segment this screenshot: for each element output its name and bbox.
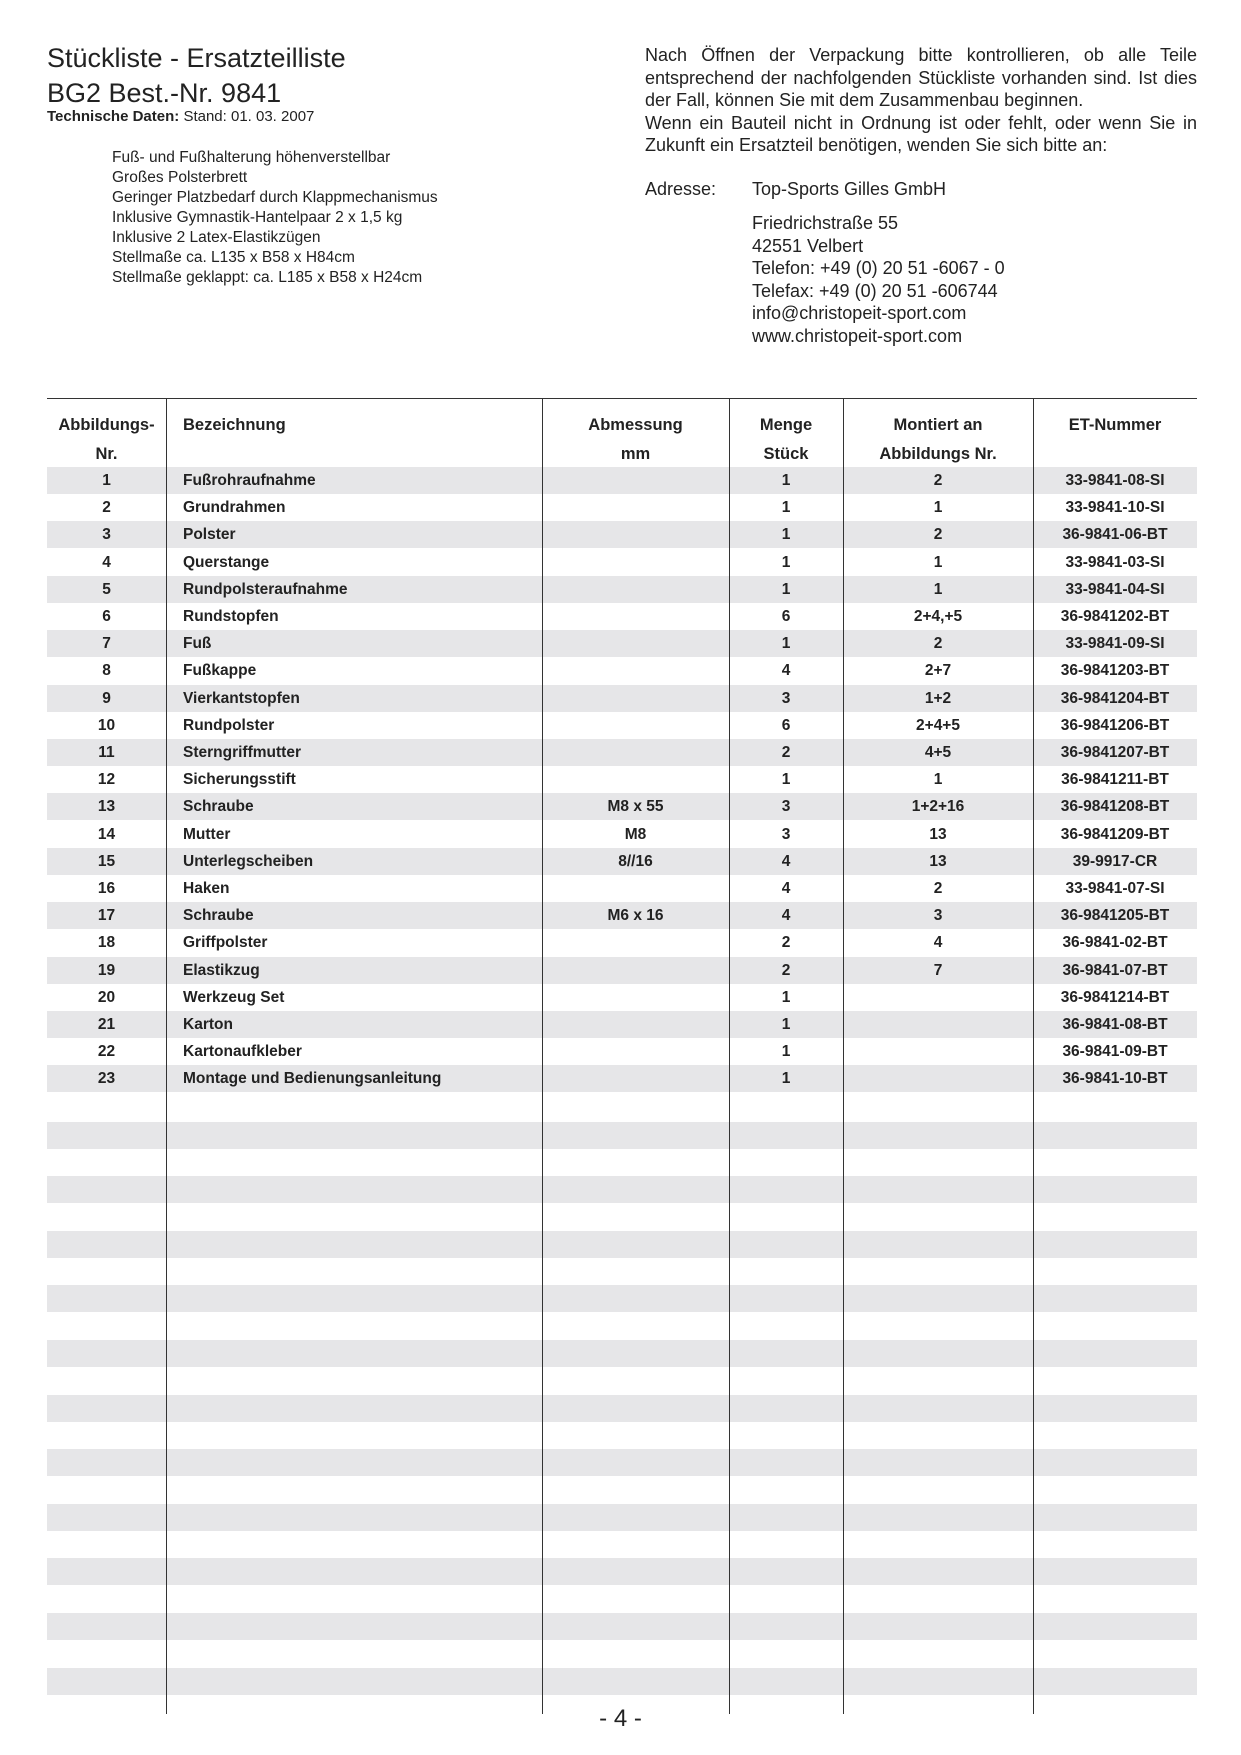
cell-et: 36-9841-02-BT [1062,934,1168,952]
cell-mon: 2+4,+5 [913,608,963,625]
cell-bez: Fußrohraufnahme [183,472,316,489]
cell-bez: Fußkappe [183,662,257,680]
cell-men: 1 [781,526,791,544]
cell-men: 1 [781,1043,791,1061]
cell-abm [542,739,729,766]
tech-data-stand: Stand: 01. 03. 2007 [183,108,315,125]
cell-et: 33-9841-08-SI [1065,472,1165,489]
cell-men: 3 [781,825,791,843]
header-montiert-an [843,411,1033,469]
cell-men: 4 [781,907,791,925]
table-row [47,793,1197,820]
cell-et: 36-9841-08-BT [1062,1016,1168,1033]
header-label: Bezeichnung [183,416,286,434]
cell-abm [542,630,729,657]
address-email[interactable]: info@christopeit-sport.com [752,303,967,323]
feature-item: Inklusive 2 Latex-Elastikzügen [112,229,321,246]
cell-nr: 7 [102,635,111,653]
table-row [47,766,1197,793]
cell-nr: 22 [97,1043,116,1061]
cell-abm [542,984,729,1011]
cell-nr: 17 [97,907,116,925]
cell-nr: 1 [102,472,111,489]
cell-men: 4 [781,662,791,680]
cell-bez: Polster [183,526,236,544]
table-row [47,1011,1197,1038]
cell-mon: 1 [933,499,943,517]
feature-item: Inklusive Gymnastik-Hantelpaar 2 x 1,5 kg [112,209,403,226]
cell-abm [542,875,729,902]
cell-et: 36-9841211-BT [1061,771,1169,789]
cell-bez: Grundrahmen [183,499,286,517]
feature-item: Fuß- und Fußhalterung höhenverstellbar [112,149,391,166]
cell-et: 33-9841-04-SI [1065,580,1165,598]
address-city: 42551 Velbert [752,235,864,256]
cell-nr: 10 [97,716,116,734]
cell-mon [843,1011,1033,1038]
address-website[interactable]: www.christopeit-sport.com [752,325,963,346]
table-row [47,630,1197,657]
table-row [47,929,1197,956]
cell-abm [542,494,729,521]
empty-row [47,1449,1197,1476]
cell-bez: Werkzeug Set [183,988,285,1006]
empty-row [47,1504,1197,1531]
table-row [47,984,1197,1011]
cell-nr: 2 [102,499,111,517]
cell-men: 2 [781,744,791,761]
table-row [47,739,1197,766]
header-abmessung [542,411,729,469]
cell-men: 3 [781,798,791,816]
feature-item: Stellmaße geklappt: ca. L185 x B58 x H24cm [112,269,423,286]
header-label: Abmessung [588,416,683,434]
cell-mon: 13 [929,825,947,843]
cell-nr: 6 [102,608,111,625]
cell-et: 33-9841-03-SI [1065,553,1165,571]
cell-nr: 14 [97,825,116,843]
header-label: mm [620,445,651,463]
cell-et: 36-9841-10-BT [1062,1070,1168,1088]
table-row [47,848,1197,875]
cell-abm [542,603,729,630]
cell-bez: Fuß [183,635,212,653]
table-row [47,875,1197,902]
cell-men: 1 [781,472,791,489]
table-row [47,576,1197,603]
cell-et: 36-9841209-BT [1060,825,1170,843]
cell-bez: Rundpolsteraufnahme [183,580,348,598]
cell-et: 36-9841208-BT [1060,798,1170,816]
intro-paragraph-1: Nach Öffnen der Verpackung bitte kontrollieren, ob alle Teile entsprechend der nachfolgenden Stückliste vorhanden sind. Ist dies der Fall, können Sie mit dem Zusammenbau beginnen. [645,45,1197,110]
cell-et: 36-9841204-BT [1060,689,1170,707]
feature-item: Großes Polsterbrett [112,169,248,186]
cell-nr: 19 [97,961,116,979]
cell-nr: 13 [97,798,116,816]
cell-mon [843,984,1033,1011]
empty-row [47,1613,1197,1640]
intro-text [645,44,1197,157]
cell-et: 33-9841-09-SI [1065,635,1165,653]
cell-abm [542,1065,729,1092]
table-row [47,1065,1197,1092]
cell-abm [542,712,729,739]
cell-et: 36-9841-07-BT [1062,961,1168,979]
cell-nr: 21 [97,1016,116,1033]
parts-table [47,398,1197,1714]
cell-nr: 3 [102,526,111,544]
page-number: - 4 - [599,1705,642,1732]
table-row [47,821,1197,848]
table-row [47,603,1197,630]
cell-men: 1 [781,988,791,1006]
empty-row [47,1176,1197,1203]
cell-nr: 18 [97,934,116,952]
cell-bez: Rundstopfen [183,608,279,625]
column-divider [729,399,730,1714]
cell-abm [542,1038,729,1065]
cell-et: 36-9841205-BT [1060,907,1170,925]
cell-et: 36-9841202-BT [1060,608,1170,625]
cell-bez: Griffpolster [183,934,268,952]
empty-row [47,1558,1197,1585]
cell-men: 6 [781,608,791,625]
cell-mon: 1 [933,553,943,571]
cell-men: 1 [781,580,791,598]
cell-abm [542,929,729,956]
cell-abm [542,521,729,548]
cell-mon: 4+5 [924,744,952,761]
cell-bez: Elastikzug [183,961,260,979]
cell-nr: 20 [97,988,116,1006]
cell-men: 2 [781,934,791,952]
column-divider [843,399,844,1714]
cell-abm [542,957,729,984]
doc-subtitle: BG2 Best.-Nr. 9841 [47,78,282,108]
header-label: Menge [759,416,813,434]
doc-title: Stückliste - Ersatzteilliste [47,43,346,73]
header-label: Abbildungs- [58,416,155,434]
cell-abm: M8 x 55 [607,798,664,816]
cell-men: 1 [781,635,791,653]
header-bezeichnung [183,411,286,440]
column-divider [542,399,543,1714]
cell-nr: 4 [102,553,111,571]
cell-men: 1 [781,499,791,517]
empty-row [47,1668,1197,1695]
cell-abm: M8 [624,825,647,843]
cell-abm [542,467,729,494]
cell-abm [542,549,729,576]
cell-men: 3 [781,689,791,707]
table-row [47,685,1197,712]
cell-abm [542,1011,729,1038]
cell-bez: Sicherungsstift [183,771,296,789]
cell-abm [542,657,729,684]
table-row [47,657,1197,684]
cell-mon: 7 [933,961,943,979]
cell-men: 1 [781,1070,791,1088]
address-street: Friedrichstraße 55 [752,213,899,233]
intro-paragraph-2: Wenn ein Bauteil nicht in Ordnung ist oder fehlt, oder wenn Sie in Zukunft ein Ersatzteil benötigen, wenden Sie sich bitte an: [645,112,1197,155]
address-block [752,212,1005,347]
cell-nr: 9 [102,689,111,707]
cell-mon: 13 [929,852,947,870]
empty-row [47,1395,1197,1422]
cell-abm: M6 x 16 [607,907,664,925]
empty-row [47,1231,1197,1258]
feature-item: Geringer Platzbedarf durch Klappmechanismus [112,189,438,206]
cell-mon [843,1038,1033,1065]
cell-et: 36-9841203-BT [1060,662,1170,680]
cell-men: 1 [781,553,791,571]
cell-abm [542,576,729,603]
cell-bez: Unterlegscheiben [183,852,314,870]
cell-nr: 23 [97,1070,116,1088]
cell-mon: 1 [933,580,943,598]
header-abbildungs-nr [47,411,166,469]
table-row [47,1038,1197,1065]
header-label: Montiert an [893,416,983,434]
address-fax: Telefax: +49 (0) 20 51 -606744 [752,280,998,301]
cell-mon: 2 [933,880,943,897]
cell-men: 4 [781,852,791,870]
cell-mon: 1+2 [924,689,952,707]
cell-bez: Kartonaufkleber [183,1043,302,1061]
cell-bez: Schraube [183,907,254,925]
cell-et: 36-9841-06-BT [1062,526,1168,544]
table-row [47,712,1197,739]
column-divider [166,399,167,1714]
cell-nr: 16 [97,880,116,897]
cell-bez: Schraube [183,798,254,816]
tech-data-line [47,108,314,125]
cell-bez: Montage und Bedienungsanleitung [183,1070,442,1088]
cell-mon: 2 [933,635,943,653]
cell-mon: 3 [933,907,943,925]
cell-men: 6 [781,716,791,734]
cell-bez: Rundpolster [183,716,275,734]
cell-mon: 2+7 [924,662,952,680]
cell-bez: Vierkantstopfen [183,689,300,707]
cell-abm [542,766,729,793]
cell-men: 1 [781,1016,791,1033]
header-label: ET-Nummer [1068,416,1162,434]
cell-mon [843,1065,1033,1092]
empty-row [47,1340,1197,1367]
cell-abm [542,685,729,712]
cell-mon: 1+2+16 [911,798,965,816]
address-label: Adresse: [645,179,717,199]
cell-et: 39-9917-CR [1072,852,1158,870]
header-et-nummer [1033,411,1197,440]
tech-data-label: Technische Daten: [47,108,180,125]
cell-men: 4 [781,880,791,897]
feature-item: Stellmaße ca. L135 x B58 x H84cm [112,249,355,266]
column-divider [1033,399,1034,1714]
cell-et: 33-9841-10-SI [1065,499,1165,517]
header-label: Stück [763,445,809,463]
cell-bez: Karton [183,1016,233,1033]
cell-bez: Haken [183,880,230,897]
cell-nr: 8 [102,662,111,680]
cell-men: 1 [781,771,791,789]
header-label: Abbildungs Nr. [879,445,997,463]
table-row [47,467,1197,494]
header-label: Nr. [95,445,118,463]
cell-et: 36-9841-09-BT [1062,1043,1168,1061]
table-row [47,957,1197,984]
cell-nr: 15 [97,852,116,870]
cell-mon: 2+4+5 [916,716,960,734]
cell-bez: Sterngriffmutter [183,744,301,761]
cell-nr: 11 [98,744,115,761]
address-phone: Telefon: +49 (0) 20 51 -6067 - 0 [752,258,1005,278]
cell-bez: Querstange [183,553,270,571]
cell-et: 36-9841214-BT [1060,988,1170,1006]
cell-mon: 2 [933,472,943,489]
empty-row [47,1122,1197,1149]
empty-row [47,1285,1197,1312]
cell-et: 36-9841206-BT [1060,716,1170,734]
table-row [47,549,1197,576]
cell-et: 33-9841-07-SI [1065,880,1165,897]
cell-bez: Mutter [183,825,231,843]
cell-mon: 2 [933,526,943,544]
cell-mon: 1 [933,771,943,789]
header-menge [729,411,843,469]
address-company: Top-Sports Gilles GmbH [752,179,947,199]
feature-list [112,148,438,288]
cell-nr: 12 [97,771,116,789]
table-row [47,521,1197,548]
cell-et: 36-9841207-BT [1060,744,1170,761]
cell-men: 2 [781,961,791,979]
table-row [47,902,1197,929]
cell-nr: 5 [102,580,111,598]
cell-abm: 8//16 [618,852,653,870]
cell-mon: 4 [933,934,943,952]
table-row [47,494,1197,521]
